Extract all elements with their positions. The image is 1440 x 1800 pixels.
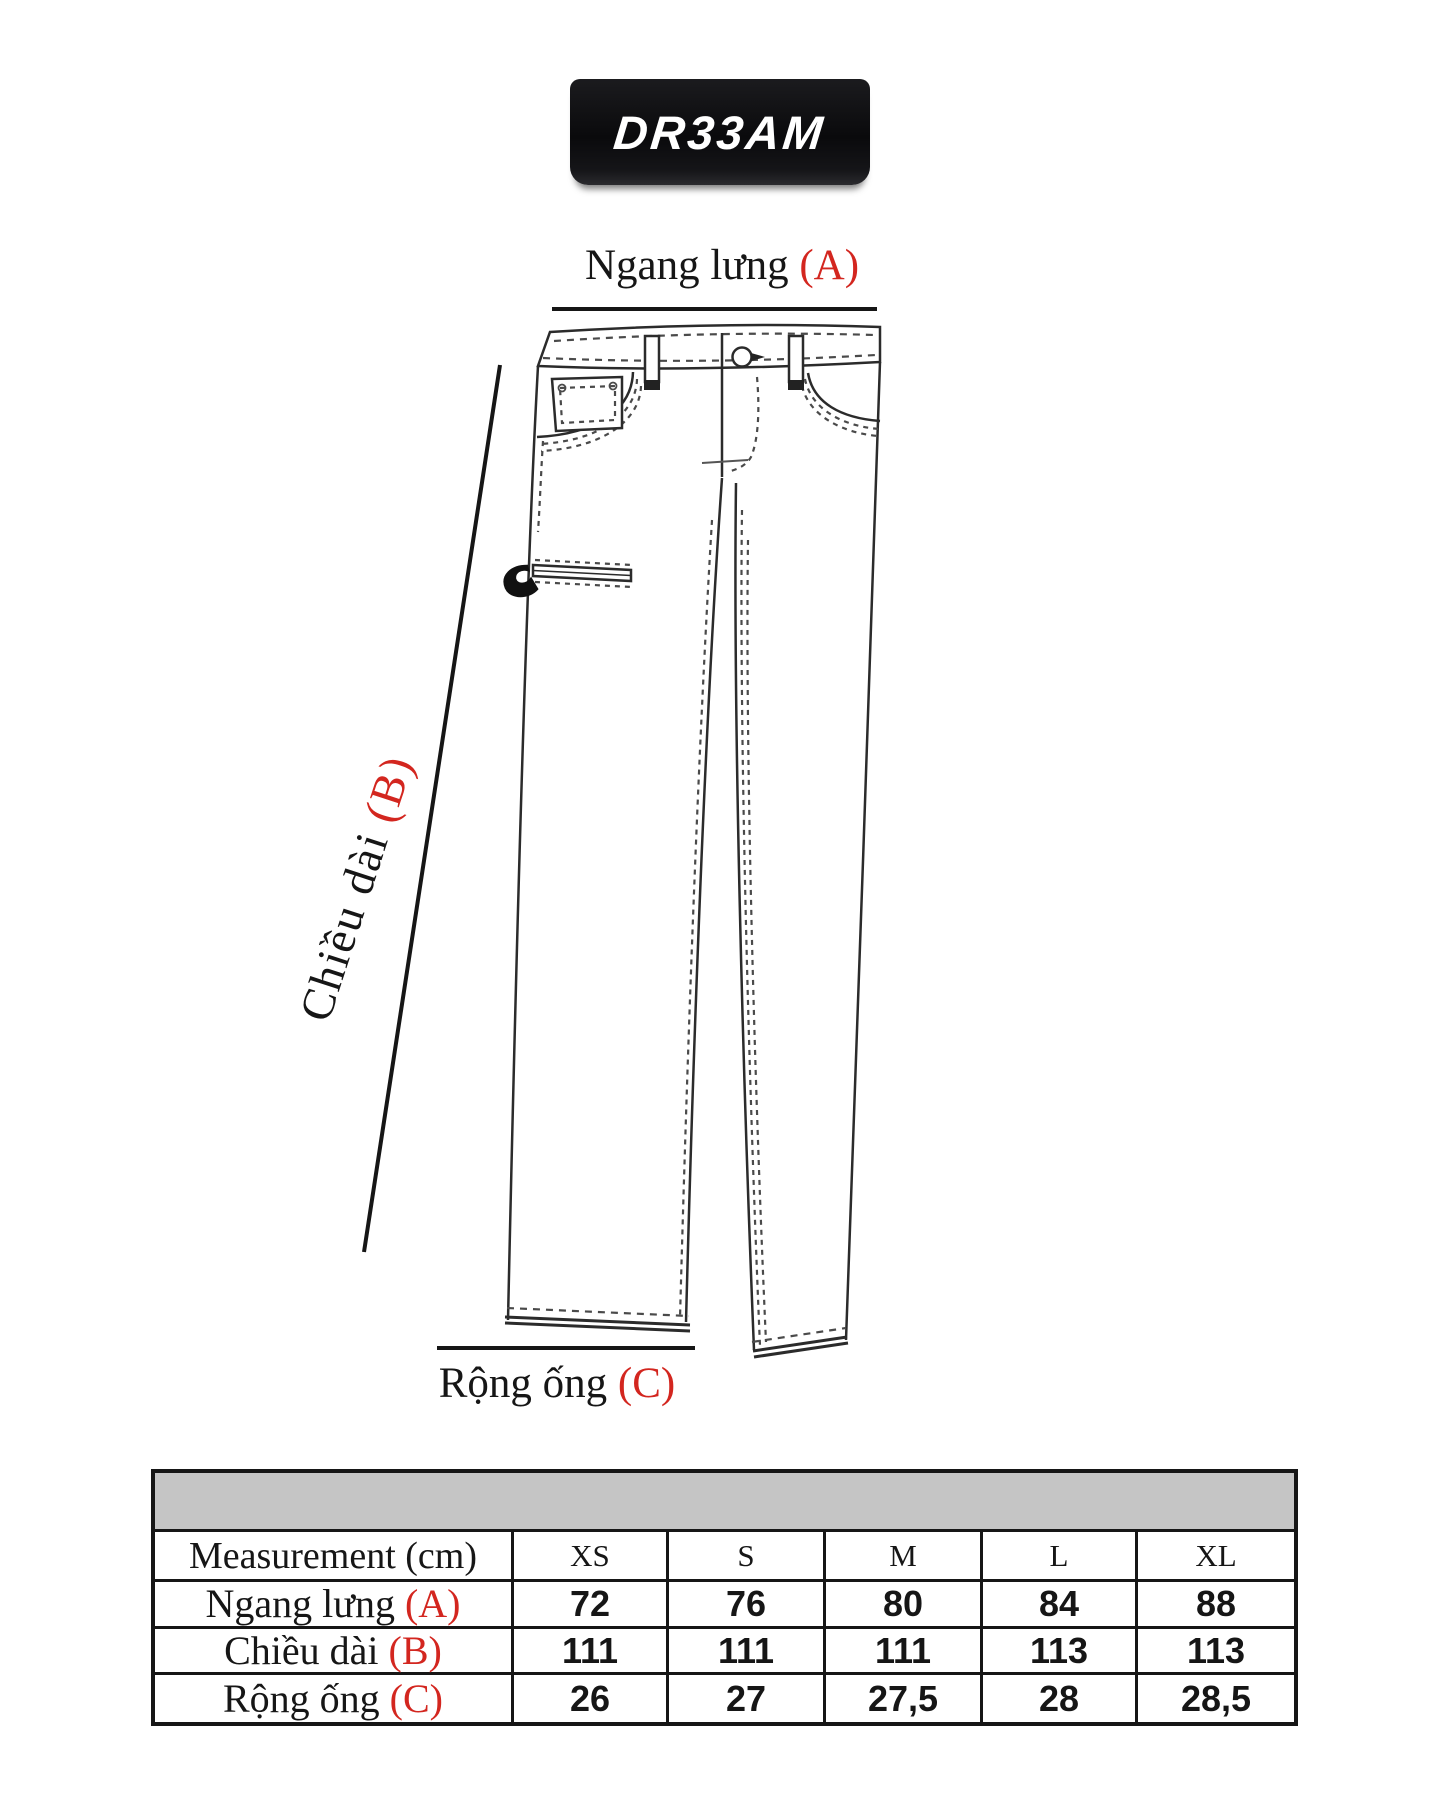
right-pocket-stitch-1 <box>805 379 879 429</box>
belt-loop-right-cap <box>788 380 804 390</box>
waist-button <box>733 348 752 367</box>
crotch-tick <box>702 460 748 463</box>
value-leg-m: 27,5 <box>823 1675 980 1722</box>
length-measure-text: Chiều dài <box>289 825 399 1028</box>
value-waist-xs: 72 <box>511 1582 666 1629</box>
size-chart-table <box>151 1469 1298 1726</box>
waist-measure-code: (A) <box>799 242 860 289</box>
pants-outline <box>505 325 880 1357</box>
leg-opening-measure-label <box>439 1360 676 1407</box>
value-leg-xl: 28,5 <box>1135 1675 1294 1722</box>
fly-stitch <box>727 377 758 472</box>
belt-loop-right <box>789 336 803 382</box>
col-header-m: M <box>823 1532 980 1582</box>
value-waist-xl: 88 <box>1135 1582 1294 1629</box>
value-waist-l: 84 <box>980 1582 1135 1629</box>
belt-loop-left <box>645 336 659 382</box>
left-inner-stitch <box>680 520 712 1318</box>
left-outer-seam <box>508 366 538 1320</box>
value-waist-m: 80 <box>823 1582 980 1629</box>
side-strap-stitch-bottom <box>535 582 632 587</box>
value-length-s: 111 <box>666 1629 823 1675</box>
row-label-waist-code: (A) <box>404 1581 461 1626</box>
left-seam-stitch <box>538 441 543 532</box>
col-header-s: S <box>666 1532 823 1582</box>
waistband <box>538 325 880 369</box>
row-label-waist-text: Ngang lưng <box>205 1581 395 1626</box>
left-hem-stitch <box>507 1308 689 1316</box>
leg-opening-measure-text: Rộng ống <box>438 1360 608 1407</box>
leg-opening-measure-code: (C) <box>617 1360 676 1407</box>
value-length-m: 111 <box>823 1629 980 1675</box>
row-label-length-code: (B) <box>388 1627 442 1673</box>
right-inner-seam <box>735 483 754 1350</box>
value-leg-s: 27 <box>666 1675 823 1722</box>
belt-loop-left-cap <box>644 380 660 390</box>
left-inner-seam <box>686 478 722 1322</box>
value-leg-l: 28 <box>980 1675 1135 1722</box>
side-strap-stitch-top <box>535 560 632 565</box>
row-label-length-text: Chiều dài <box>224 1627 379 1673</box>
col-header-xl: XL <box>1135 1532 1294 1582</box>
right-outer-seam <box>846 362 880 1340</box>
col-header-xs: XS <box>511 1532 666 1582</box>
col-header-l: L <box>980 1532 1135 1582</box>
col-header-measurement: Measurement (cm) <box>155 1532 511 1582</box>
value-leg-xs: 26 <box>511 1675 666 1722</box>
waist-measure-text: Ngang lưng <box>584 242 789 289</box>
value-waist-s: 76 <box>666 1582 823 1629</box>
row-label-leg-opening <box>155 1675 511 1722</box>
value-length-l: 113 <box>980 1629 1135 1675</box>
measure-lines <box>364 309 877 1348</box>
brand-logo-text: DR33AM <box>611 105 829 159</box>
right-inner-stitch-1 <box>741 510 760 1346</box>
waist-measure-label <box>585 242 859 289</box>
row-label-leg-opening-text: Rộng ống <box>222 1675 380 1721</box>
row-label-waist <box>155 1582 511 1629</box>
length-measure-code: (B) <box>353 748 424 829</box>
value-length-xs: 111 <box>511 1629 666 1675</box>
value-length-xl: 113 <box>1135 1629 1294 1675</box>
row-label-length <box>155 1629 511 1675</box>
table-header-band <box>155 1473 1294 1532</box>
row-label-leg-opening-code: (C) <box>389 1675 443 1721</box>
